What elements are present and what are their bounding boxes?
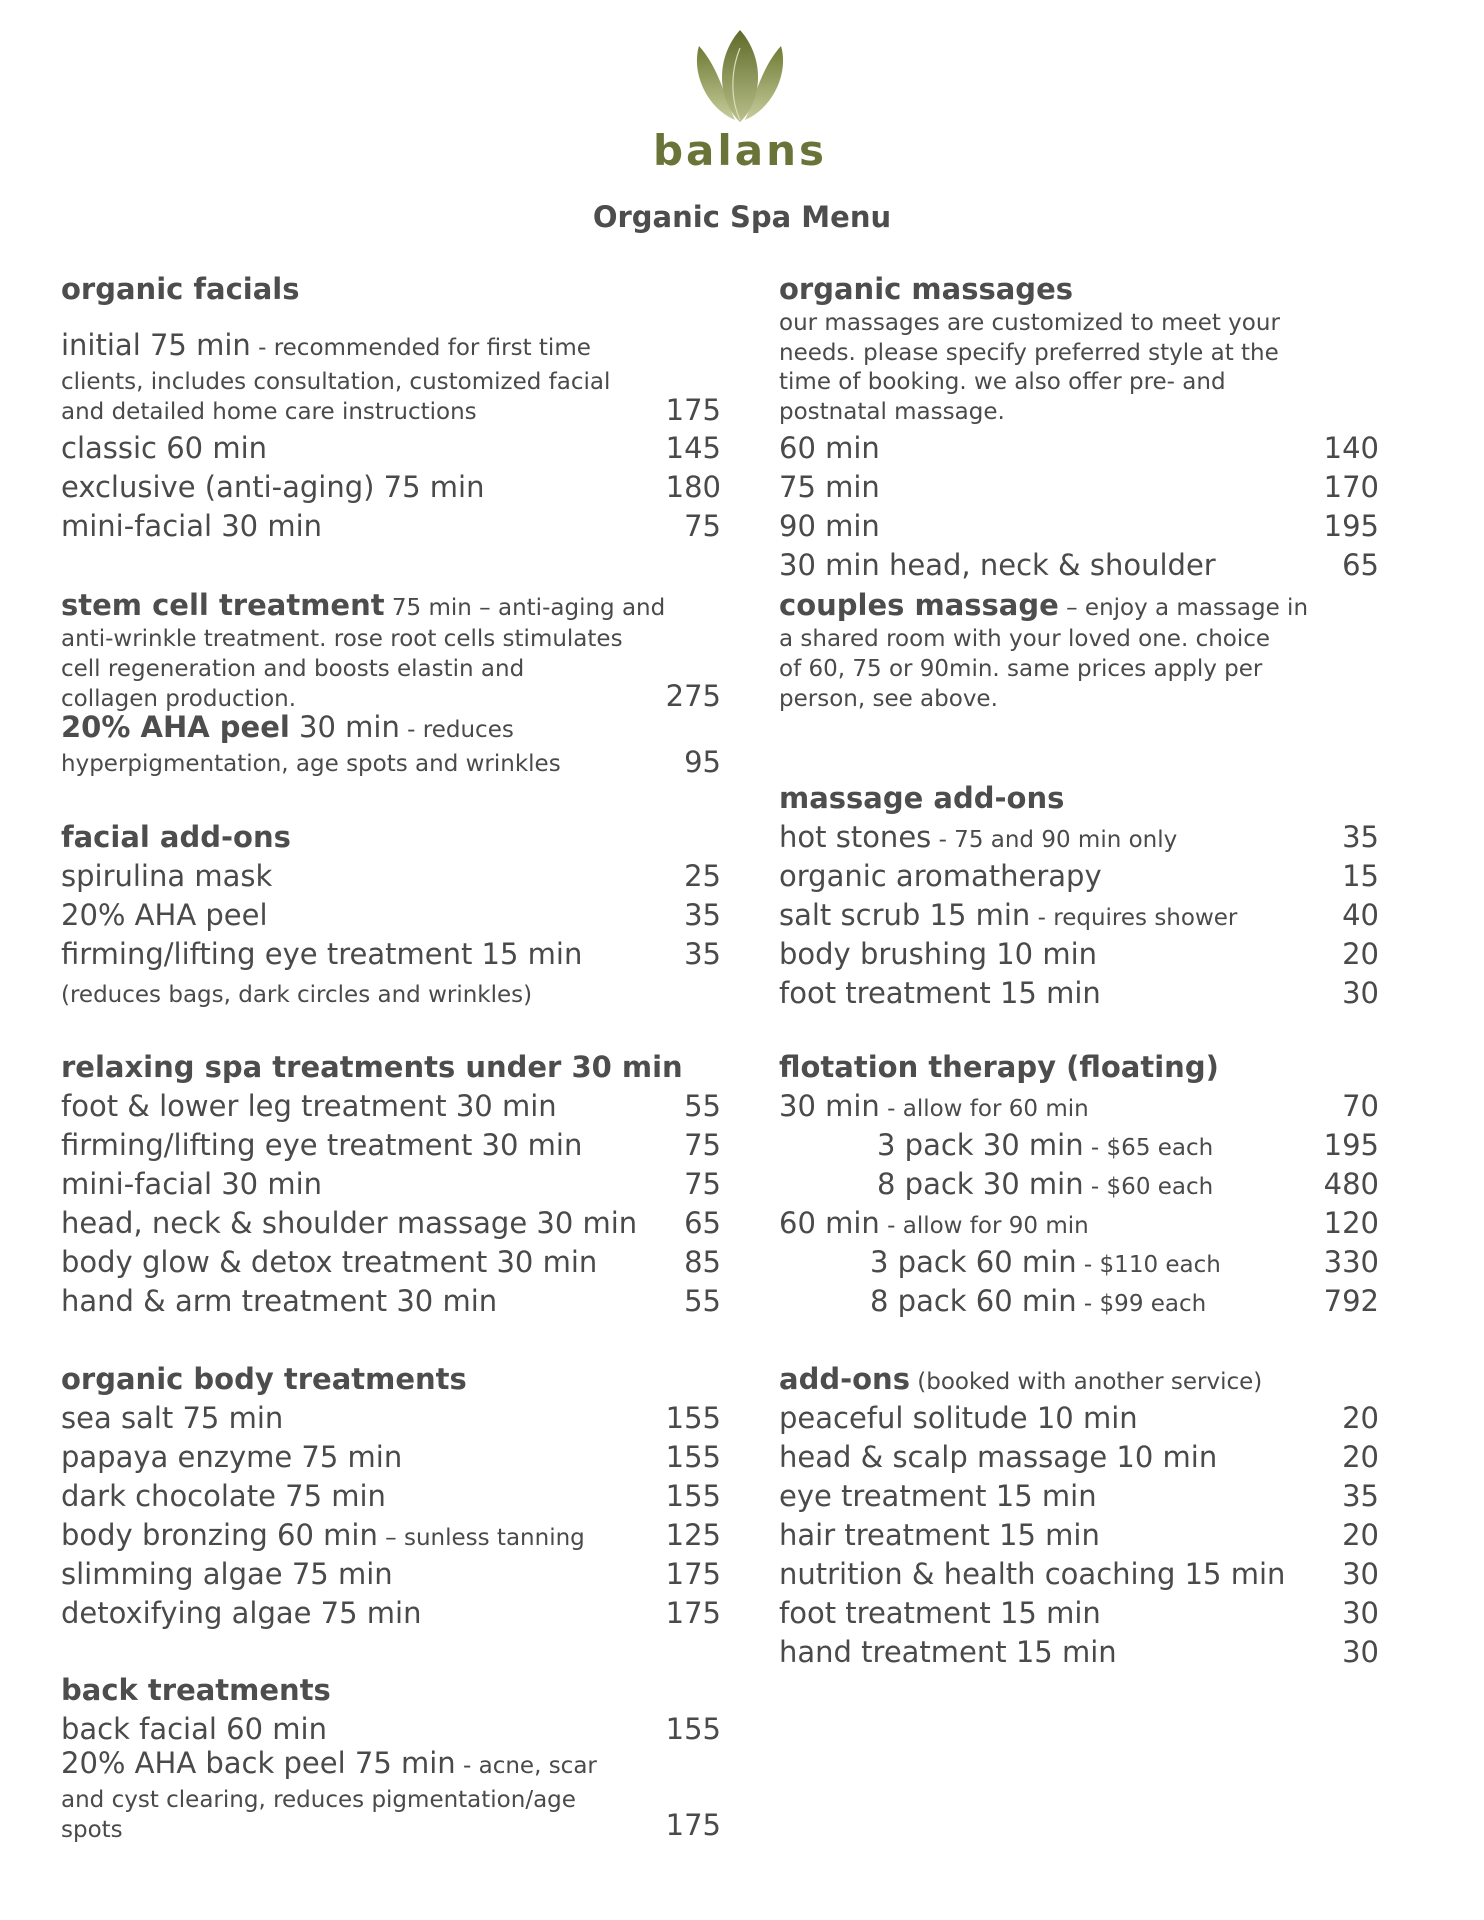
item-name: eye treatment 15 min [779,1479,1097,1513]
stem-cell-line-2: anti-wrinkle treatment. rose root cells stimulates [61,626,623,652]
stem-cell-line-3: cell regeneration and boosts elastin and [61,656,525,682]
back-peel-name: 20% AHA back peel 75 min [61,1746,456,1780]
lotus-leaf-icon [685,28,795,123]
item-name-text: hot stones [779,820,932,854]
item-note: – sunless tanning [377,1525,585,1551]
stem-cell-price: 275 [665,679,721,713]
item-name: sea salt 75 min [61,1401,284,1435]
item-name [779,896,1237,937]
item-name: back facial 60 min [61,1712,327,1746]
item-name-text: 8 pack 60 min [870,1284,1077,1318]
couples-line-1 [779,590,1308,623]
facial-addons-title: facial add-ons [61,820,291,854]
item-note: - requires shower [1030,905,1238,931]
facial-initial-price: 175 [665,393,721,427]
item-name: peaceful solitude 10 min [779,1401,1138,1435]
page-title: Organic Spa Menu [592,200,892,234]
item-price: 180 [665,470,721,504]
facial-initial-desc-3: and detailed home care instructions [61,399,477,425]
aha-peel-line-2: hyperpigmentation, age spots and wrinkles [61,751,561,777]
item-name-text: 3 pack 30 min [877,1128,1084,1162]
item-name: body brushing 10 min [779,937,1098,971]
item-name: mini-facial 30 min [61,509,323,543]
couples-line-4: person, see above. [779,686,998,712]
addons-title: add-ons [779,1362,910,1396]
addons-title-line [779,1362,1262,1396]
facial-initial-desc-2: clients, includes consultation, customized facial [61,369,611,395]
brand-name: balans [652,126,828,175]
facial-initial-name: initial 75 min [61,328,251,362]
item-name [61,1516,585,1557]
item-price: 20 [1342,1440,1379,1474]
item-price: 35 [684,898,721,932]
item-name: firming/lifting eye treatment 15 min [61,937,583,971]
item-note: - $110 each [1076,1252,1221,1278]
item-name [779,1204,1089,1245]
item-price: 30 [1342,976,1379,1010]
organic-massages-title: organic massages [779,272,1073,306]
item-price: 30 [1342,1557,1379,1591]
back-peel-line-1 [61,1748,597,1781]
item-name: head & scalp massage 10 min [779,1440,1218,1474]
item-name-text: 60 min [779,1206,880,1240]
item-price: 15 [1342,859,1379,893]
item-price: 35 [1342,820,1379,854]
item-price: 480 [1323,1167,1379,1201]
item-name: mini-facial 30 min [61,1167,323,1201]
massages-desc-2: needs. please specify preferred style at the [779,340,1279,366]
relaxing-title: relaxing spa treatments under 30 min [61,1050,683,1084]
item-price: 792 [1323,1284,1379,1318]
item-name: 75 min [779,470,880,504]
item-name: 20% AHA peel [61,898,268,932]
stem-cell-name: stem cell treatment [61,588,385,622]
aha-peel-price: 95 [684,745,721,779]
item-name [870,1243,1221,1284]
item-name: spirulina mask [61,859,273,893]
item-price: 70 [1342,1089,1379,1123]
item-price: 175 [665,1557,721,1591]
item-name-text: body bronzing 60 min [61,1518,378,1552]
item-note: - $99 each [1076,1291,1207,1317]
item-note: - allow for 60 min [879,1096,1089,1122]
item-name: 60 min [779,431,880,465]
facial-initial-note: - recommended for first time [250,335,591,361]
item-price: 40 [1342,898,1379,932]
item-name [877,1165,1213,1206]
item-price: 20 [1342,937,1379,971]
item-price: 65 [1342,548,1379,582]
item-note: - allow for 90 min [879,1213,1089,1239]
item-name: hand treatment 15 min [779,1635,1117,1669]
item-name: detoxifying algae 75 min [61,1596,422,1630]
item-name: foot treatment 15 min [779,1596,1101,1630]
item-name [779,818,1177,859]
item-price: 75 [684,509,721,543]
item-price: 195 [1323,509,1379,543]
massages-desc-3: time of booking. we also offer pre- and [779,369,1226,395]
couples-name: couples massage [779,588,1059,622]
item-price: 20 [1342,1401,1379,1435]
couples-line-2: a shared room with your loved one. choice [779,626,1271,652]
item-price: 125 [665,1518,721,1552]
item-price: 30 [1342,1596,1379,1630]
item-name [870,1282,1206,1323]
item-name: exclusive (anti-aging) 75 min [61,470,485,504]
item-price: 25 [684,859,721,893]
item-note: - 75 and 90 min only [931,827,1178,853]
item-name: slimming algae 75 min [61,1557,393,1591]
back-peel-line-3: spots [61,1817,123,1843]
item-name-text: 8 pack 30 min [877,1167,1084,1201]
item-price: 20 [1342,1518,1379,1552]
item-price: 55 [684,1089,721,1123]
organic-facials-title: organic facials [61,272,300,306]
item-price: 75 [684,1167,721,1201]
item-name: nutrition & health coaching 15 min [779,1557,1286,1591]
massages-desc-1: our massages are customized to meet your [779,310,1280,336]
item-name: hand & arm treatment 30 min [61,1284,498,1318]
item-note: - $65 each [1083,1135,1214,1161]
stem-cell-line-1 [61,590,665,623]
item-price: 140 [1323,431,1379,465]
item-price: 155 [665,1479,721,1513]
body-treatments-title: organic body treatments [61,1362,467,1396]
item-name: hair treatment 15 min [779,1518,1100,1552]
item-name: classic 60 min [61,431,268,465]
stem-cell-note: 75 min – anti-aging and [384,595,666,621]
item-price: 65 [684,1206,721,1240]
item-name [877,1126,1213,1167]
couples-note: – enjoy a massage in [1058,595,1309,621]
aha-peel-line-1 [61,712,514,745]
back-peel-price: 175 [665,1808,721,1842]
item-price: 120 [1323,1206,1379,1240]
item-name: head, neck & shoulder massage 30 min [61,1206,638,1240]
item-name-text: 30 min [779,1089,880,1123]
item-price: 155 [665,1712,721,1746]
stem-cell-line-4: collagen production. [61,686,297,712]
flotation-title: flotation therapy (floating) [779,1050,1219,1084]
item-name: firming/lifting eye treatment 30 min [61,1128,583,1162]
item-name: papaya enzyme 75 min [61,1440,403,1474]
item-price: 145 [665,431,721,465]
item-price: 30 [1342,1635,1379,1669]
item-name-text: salt scrub 15 min [779,898,1031,932]
back-peel-line-2: and cyst clearing, reduces pigmentation/age [61,1787,576,1813]
brand-logo [640,28,840,178]
item-price: 170 [1323,470,1379,504]
facial-initial-line [61,330,591,363]
item-name: foot & lower leg treatment 30 min [61,1089,557,1123]
item-name-text: 3 pack 60 min [870,1245,1077,1279]
aha-peel-note: - reduces [399,717,514,743]
item-price: 55 [684,1284,721,1318]
couples-line-3: of 60, 75 or 90min. same prices apply per [779,656,1263,682]
aha-peel-duration: 30 min [289,710,400,744]
facial-addons-footnote: (reduces bags, dark circles and wrinkles) [61,982,533,1008]
item-price: 155 [665,1440,721,1474]
massage-addons-title: massage add-ons [779,781,1065,815]
item-price: 85 [684,1245,721,1279]
item-name: organic aromatherapy [779,859,1102,893]
item-price: 35 [684,937,721,971]
massages-desc-4: postnatal massage. [779,399,1005,425]
item-name: body glow & detox treatment 30 min [61,1245,598,1279]
item-price: 35 [1342,1479,1379,1513]
item-price: 155 [665,1401,721,1435]
item-name: 30 min head, neck & shoulder [779,548,1216,582]
item-note: - $60 each [1083,1174,1214,1200]
item-name: 90 min [779,509,880,543]
item-price: 75 [684,1128,721,1162]
back-peel-note: - acne, scar [455,1753,597,1779]
back-treatments-title: back treatments [61,1673,331,1707]
item-price: 195 [1323,1128,1379,1162]
item-name: dark chocolate 75 min [61,1479,386,1513]
aha-peel-name: 20% AHA peel [61,710,290,744]
item-price: 330 [1323,1245,1379,1279]
addons-note: (booked with another service) [909,1369,1263,1395]
item-name: foot treatment 15 min [779,976,1101,1010]
item-price: 175 [665,1596,721,1630]
item-name [779,1087,1089,1128]
